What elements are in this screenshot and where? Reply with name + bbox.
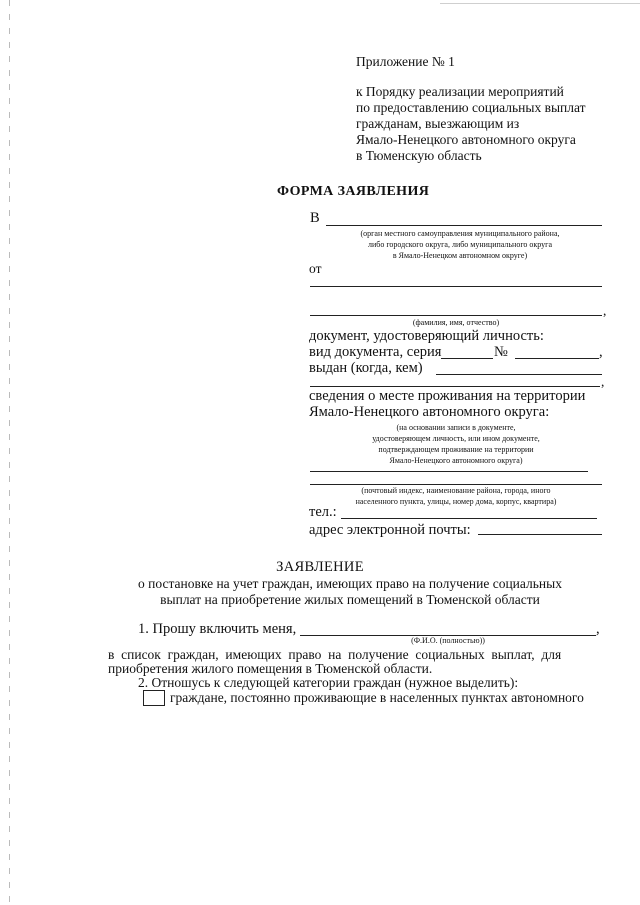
- address-hint-2: населенного пункта, улицы, номер дома, корпус, квартира): [355, 497, 557, 506]
- statement-subtitle-2: выплат на приобретение жилых помещений в Тюменской области: [160, 592, 540, 607]
- doc-number-comma: ,: [599, 344, 603, 360]
- statement-subtitle-1: о постановке на учет граждан, имеющих право на получение социальных: [138, 576, 562, 591]
- address-field[interactable]: [310, 484, 602, 485]
- residence-hint-2: удостоверяющем личность, или ином документе,: [372, 434, 540, 443]
- residence-field[interactable]: [310, 471, 588, 472]
- issued-field-1[interactable]: [436, 374, 602, 375]
- statement-title: ЗАЯВЛЕНИЕ: [276, 559, 364, 575]
- fio-hint: (фамилия, имя, отчество): [412, 318, 500, 327]
- p1-fio-hint: (Ф.И.О. (полностью)): [411, 636, 485, 645]
- document-label: документ, удостоверяющий личность:: [309, 328, 544, 344]
- from-comma: ,: [603, 303, 607, 318]
- p1-continuation: в список граждан, имеющих право на получение социальных выплат, для: [108, 647, 562, 662]
- doc-type-label: вид документа, серия: [309, 344, 442, 360]
- p2-text: 2. Отношусь к следующей категории граждан (нужное выделить):: [138, 675, 519, 690]
- appendix-line-5: в Тюменскую область: [356, 148, 482, 163]
- phone-label: тел.:: [309, 504, 337, 520]
- organ-hint-2: либо городского округа, либо муниципального округа: [367, 240, 553, 249]
- scan-edge-left: [9, 0, 10, 905]
- form-title: ФОРМА ЗАЯВЛЕНИЯ: [277, 184, 430, 199]
- issued-label: выдан (когда, кем): [309, 360, 423, 376]
- residence-hint-1: (на основании записи в документе,: [396, 423, 516, 432]
- residence-label-2: Ямало-Ненецкого автономного округа:: [309, 404, 550, 420]
- appendix-line-2: по предоставлению социальных выплат: [356, 100, 586, 115]
- organ-hint-1: (орган местного самоуправления муниципального района,: [360, 229, 560, 238]
- address-hint-1: (почтовый индекс, наименование района, города, иного: [361, 486, 551, 495]
- from-field-1[interactable]: [310, 286, 602, 287]
- option-1-checkbox[interactable]: [143, 690, 165, 706]
- doc-series-field[interactable]: [441, 358, 493, 359]
- email-label: адрес электронной почты:: [309, 522, 471, 538]
- scan-edge-top: [440, 3, 640, 4]
- phone-field[interactable]: [341, 518, 597, 519]
- option-1-text: граждане, постоянно проживающие в населенных пунктах автономного: [170, 690, 584, 705]
- organ-field[interactable]: [326, 225, 602, 226]
- email-field[interactable]: [478, 534, 602, 535]
- residence-hint-3: подтверждающем проживание на территории: [378, 445, 534, 454]
- doc-number-field[interactable]: [515, 358, 599, 359]
- from-field-2[interactable]: [310, 315, 602, 316]
- organ-hint-3: в Ямало-Ненецком автономном округе): [392, 251, 528, 260]
- p1-end: приобретения жилого помещения в Тюменской области.: [108, 661, 433, 676]
- residence-label-1: сведения о месте проживания на территории: [309, 388, 586, 404]
- appendix-line-1: к Порядку реализации мероприятий: [356, 84, 564, 99]
- appendix-line-3: гражданам, выезжающим из: [356, 116, 520, 131]
- to-label: В: [310, 210, 320, 226]
- issued-comma: ,: [601, 374, 605, 389]
- p1-start: 1. Прошу включить меня,: [138, 621, 297, 637]
- appendix-line-4: Ямало-Ненецкого автономного округа: [356, 132, 576, 147]
- from-label: от: [309, 261, 322, 276]
- appendix-title: Приложение № 1: [356, 54, 455, 69]
- residence-hint-4: Ямало-Ненецкого автономного округа): [389, 456, 523, 465]
- issued-field-2[interactable]: [310, 386, 600, 387]
- p1-comma: ,: [596, 621, 600, 637]
- number-sign: №: [494, 344, 508, 360]
